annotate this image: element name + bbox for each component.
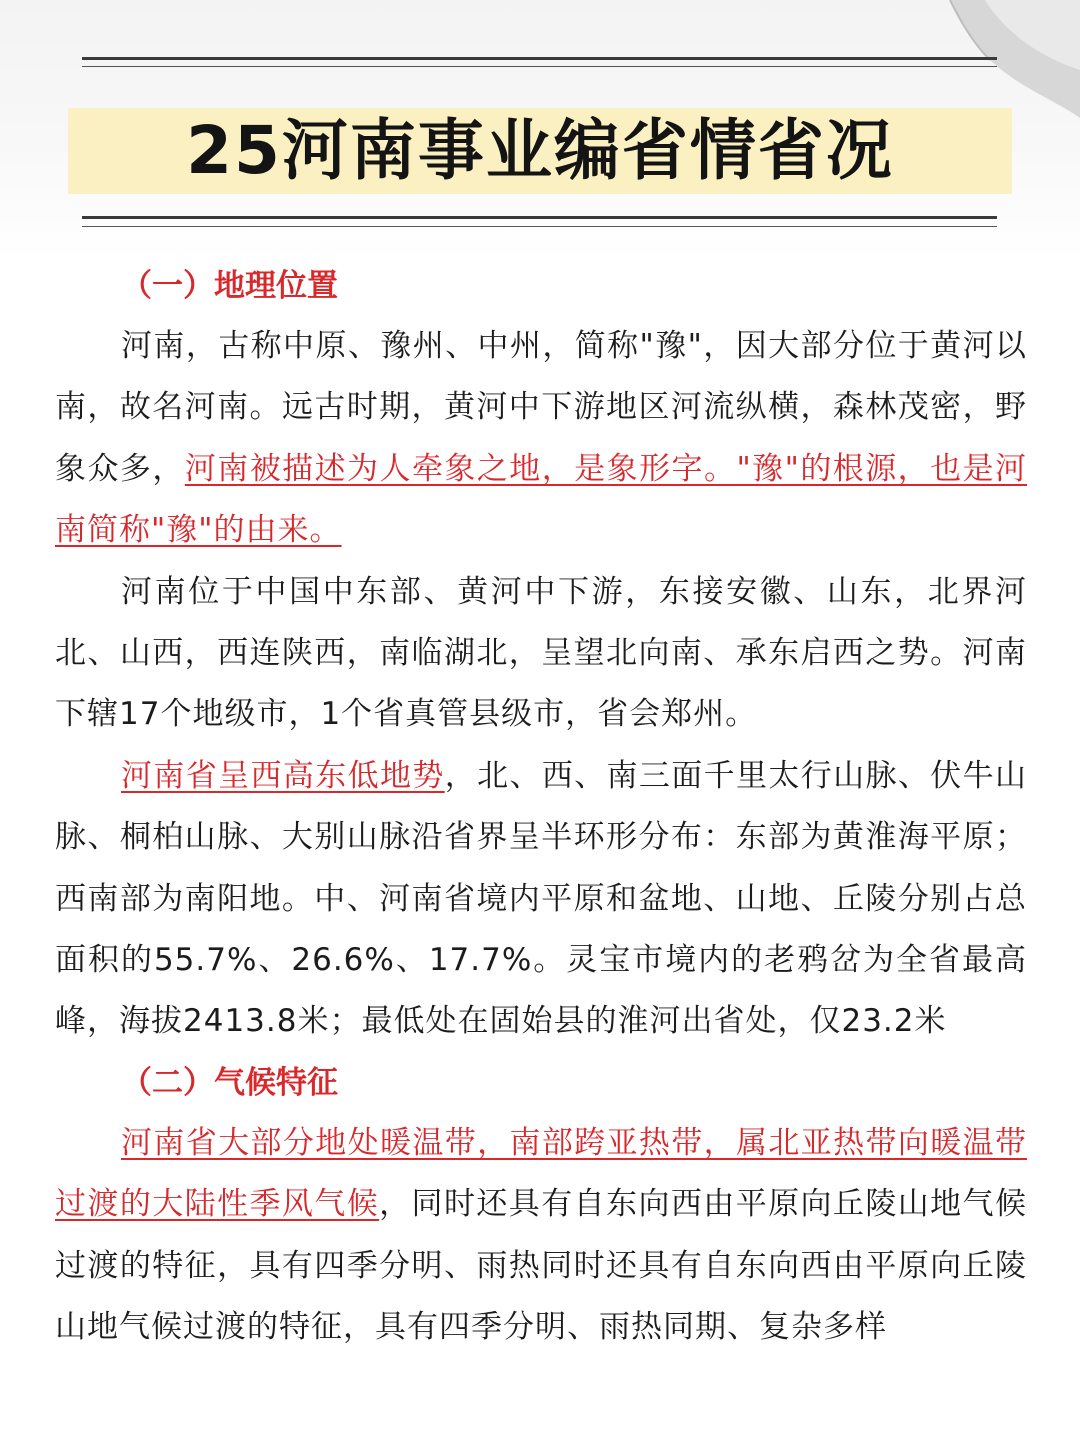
- highlighted-text: 河南省大部分地处暖温带，南部跨亚热带，属北亚热带向暖温带过渡的大陆性季风气候: [55, 1124, 1027, 1223]
- paragraph-climate-1: [55, 1113, 1027, 1359]
- bottom-rule-thick: [82, 216, 997, 219]
- top-rule-thick: [82, 57, 997, 60]
- bottom-rule-thin: [82, 226, 997, 227]
- section-heading-geography: （一）地理位置: [121, 268, 338, 304]
- paragraph-geo-3: [55, 746, 1027, 1053]
- paragraph-text: 河南，古称中原、豫州、中州，简称"豫"，因大部分位于黄河以南，故名河南。远古时期，黄河中下游地区河流纵横，森林茂密，野象众多，: [55, 328, 1027, 487]
- title-band: [68, 108, 1012, 194]
- paragraph-geo-1: [55, 316, 1027, 562]
- highlighted-text: 河南被描述为人牵象之地，是象形字。"豫"的根源，也是河南简称"豫"的由来。: [55, 450, 1028, 549]
- page-title: 25河南事业编省情省况: [186, 112, 894, 189]
- paragraph-geo-2: 河南位于中国中东部、黄河中下游，东接安徽、山东，北界河北、山西，西连陕西，南临湖北，呈望北向南、承东启西之势。河南下辖17个地级市，1个省真管县级市，省会郑州。: [55, 573, 1027, 733]
- article-body: [55, 256, 1027, 1359]
- highlighted-text: 河南省呈西高东低地势: [121, 757, 445, 794]
- page-curl-decoration: [890, 0, 1080, 120]
- paragraph-text: ，北、西、南三面千里太行山脉、伏牛山脉、桐柏山脉、大别山脉沿省界呈半环形分布：东部为黄淮海平原；西南部为南阳地。中、河南省境内平原和盆地、山地、丘陵分别占总面积的55.7%、26.6%、17.7%。灵宝市境内的老鸦岔为全省最高峰，海拔2413.8米；最低处在固始县的淮河出省处，仅23.2米: [55, 757, 1027, 1040]
- paragraph-text: ，同时还具有自东向西由平原向丘陵山地气候过渡的特征，具有四季分明、雨热同时还具有自东向西由平原向丘陵山地气候过渡的特征，具有四季分明、雨热同期、复杂多样: [55, 1186, 1028, 1346]
- top-rule-thin: [82, 66, 997, 67]
- section-heading-climate: （二）气候特征: [121, 1064, 338, 1101]
